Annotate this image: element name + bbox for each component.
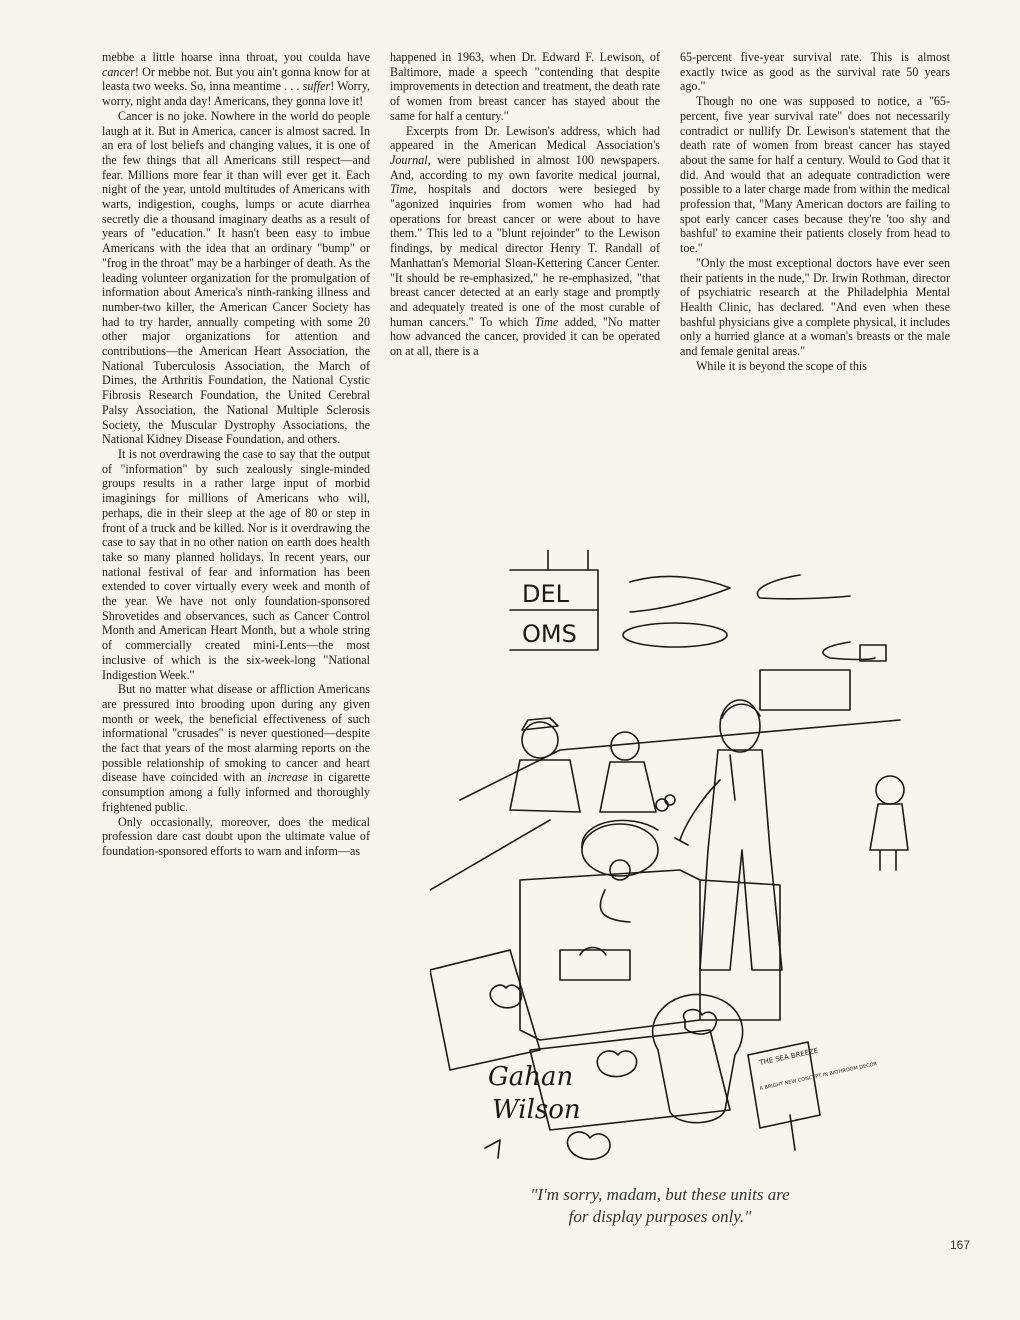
figure xyxy=(611,732,639,760)
paragraph: Only occasionally, moreover, does the medical profession dare cast doubt upon the ultimate value of foundation-sponsored efforts to warn and inform—as xyxy=(102,814,370,858)
store-sign-text: OMS xyxy=(522,620,577,648)
paragraph: happened in 1963, when Dr. Edward F. Lewison, of Baltimore, made a speech "contending that despite improvements in detection and treatment, the death rate of women from breast cancer has stayed about the same for half a century." xyxy=(390,50,660,123)
figure xyxy=(876,776,904,804)
paragraph: Cancer is no joke. Nowhere in the world do people laugh at it. But in America, cancer is almost sacred. In an era of lost beliefs and changing values, it is one of the few things that all Americans still respect—and fear. Millions more fear it than will ever get it. Each night of the year, untold multitudes of Americans with warts, indigestion, coughs, lumps or acute diarrhea secretly die a thousand imaginary deaths as a result of years of "education." It hasn't been easy to imbue Americans with the idea that an ordinary "bump" or "frog in the throat" may be a harbinger of death. As the leading volunteer organization for the promulgation of information about America's ninth-ranking illness and number-two killer, the American Cancer Society has had to try harder, annually competing with some 20 other major organizations for attention and contributions—the American Heart Association, the National Tuberculosis Association, the March of Dimes, the Arthritis Foundation, the National Cystic Fibrosis Research Foundation, the United Cerebral Palsy Association, the National Multiple Sclerosis Society, the Muscular Dystrophy Associations, the National Kidney Disease Foundation, and others. xyxy=(102,108,370,447)
artist-signature: Gahan xyxy=(488,1062,574,1092)
customer xyxy=(582,824,658,876)
page-number: 167 xyxy=(950,1238,971,1252)
display-booth xyxy=(520,870,700,1040)
paragraph: mebbe a little hoarse inna throat, you coulda have cancer! Or mebbe not. But you ain't gonna know for at leasta two weeks. So, inna meantime . . . suffer! Worry, worry, night anda day! Americans, they gonna love it! xyxy=(102,50,370,109)
cartoon-caption: "I'm sorry, madam, but these units are for display purposes only." xyxy=(530,1185,790,1226)
article-column-3 xyxy=(680,50,950,373)
paragraph: It is not overdrawing the case to say that the output of "information" by such zealously single-minded groups results in a rather large input of morbid imaginings for millions of Americans who will, perhaps, die in their sleep at the age of 80 or step in front of a truck and be killed. Nor is it overdrawing the case to say that in no other nation on earth does health take so many planned holidays. In recent years, our national festival of fear and information has been extended to cover virtually every week and month of the year. We have not only foundation-sponsored Shrovetides and observances, such as Cancer Control Month and American Heart Month, but a whole string of commercially created mini-Lents—the most inclusive of which is the six-week-long "National Indigestion Week." xyxy=(102,446,370,682)
ceiling-light xyxy=(757,575,850,599)
ceiling-light xyxy=(623,623,727,647)
paragraph: "Only the most exceptional doctors have ever seen their patients in the nude," Dr. Irwin Rothman, director of psychiatric research at the Philadelphia Mental Health Clinic, has declared. "And even when these bashful physicians give a complete physical, it includes only a hurried glance at a woman's breasts or the male and female genital areas." xyxy=(680,255,950,359)
placard-text: A BRIGHT NEW CONCEPT IN BATHROOM DECOR xyxy=(759,1061,878,1092)
placard-brand: THE SEA BREEZE xyxy=(758,1046,819,1067)
article-column-1 xyxy=(102,50,370,859)
paragraph: Though no one was supposed to notice, a "65-percent, five year survival rate" does not necessarily contradict or nullify Dr. Lewison's statement that the death rate of women from breast cancer has stayed about the same for half a century. Would to God that it did. And would that an adequate contradiction were possible to a later charge made from within the medical profession that, "Many American doctors are failing to spot early cancer cases because they're 'too shy and bashful' to examine their patients closely from head to toe." xyxy=(680,94,950,256)
article-column-2 xyxy=(390,50,660,359)
artist-signature: Wilson xyxy=(492,1095,581,1125)
paragraph: But no matter what disease or affliction Americans are pressured into brooding upon during any given month or week, the beneficial effectiveness of such informational "crusades" is never questioned—despite the fact that years of the most alarming reports on the possible relationship of smoking to cancer and heart disease have coincided with an increase in cigarette consumption among a fully informed and thoroughly frightened public. xyxy=(102,682,370,814)
paragraph: 65-percent five-year survival rate. This is almost exactly twice as good as the survival rate 50 years ago." xyxy=(680,50,950,94)
store-sign-text: DEL xyxy=(522,580,570,608)
sink-display xyxy=(560,950,630,980)
cartoon-illustration xyxy=(430,550,950,1180)
paragraph: While it is beyond the scope of this xyxy=(696,358,867,373)
ceiling-light xyxy=(630,576,730,612)
paragraph: Excerpts from Dr. Lewison's address, which had appeared in the American Medical Association's Journal, were published in almost 100 newspapers. And, according to my own favorite medical journal, Time, hospitals and doctors were besieged by "agonized inquiries from women who had had operations for breast cancer or were about to have them." This led to a "blunt rejoinder" to the Lewison findings, by medical director Henry T. Randall of Manhattan's Memorial Sloan-Kettering Cancer Center. "It should be re-emphasized," he re-emphasized, "that breast cancer detected at an early stage and promptly and adequately treated is one of the most curable of human cancers." To which Time added, "No matter how advanced the cancer, provided it can be operated on at all, there is a xyxy=(390,123,660,359)
